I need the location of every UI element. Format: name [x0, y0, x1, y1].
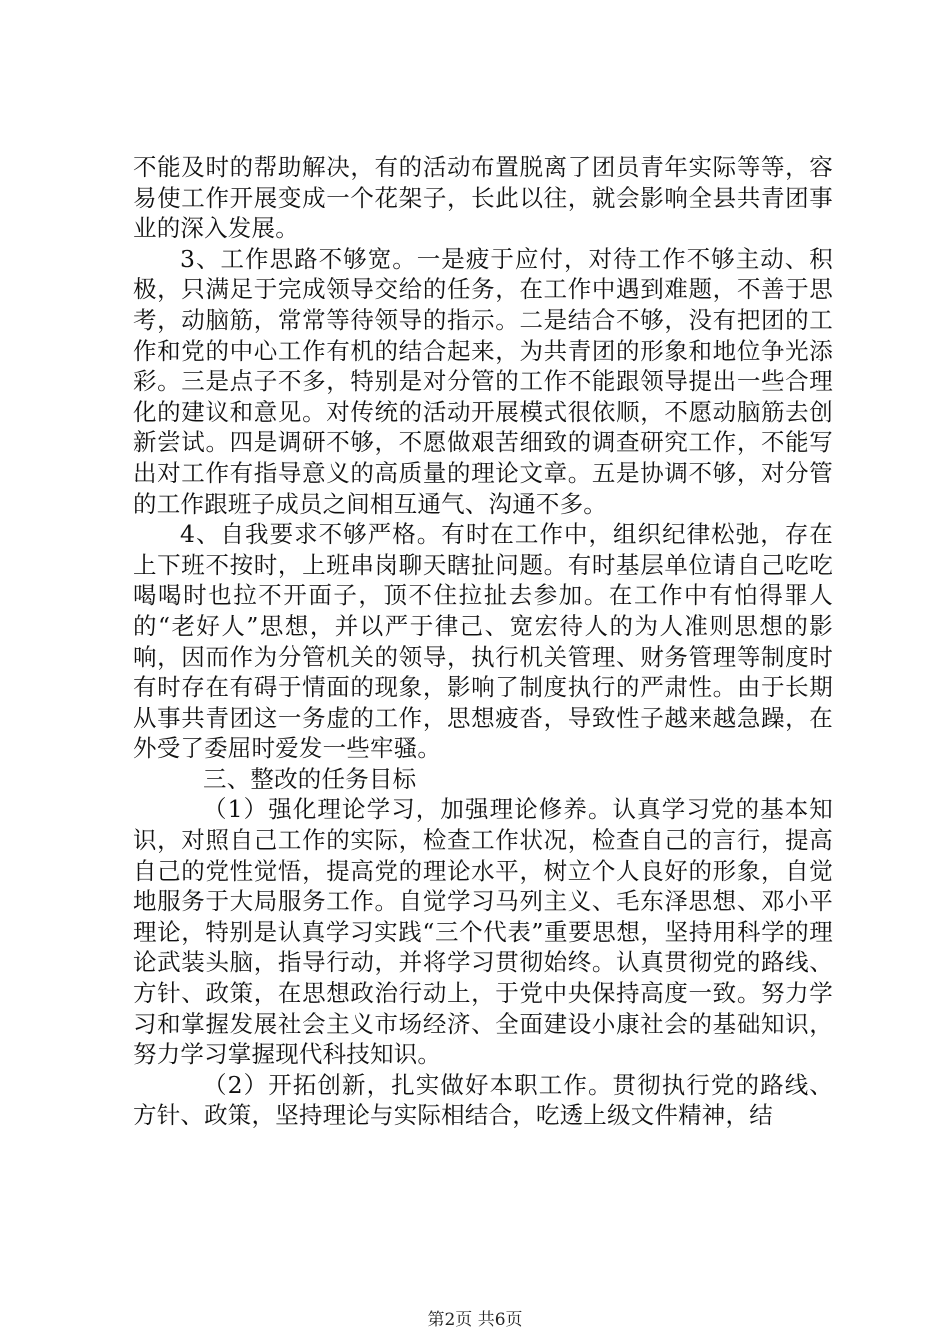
paragraph-work-approach: 3、工作思路不够宽。一是疲于应付，对待工作不够主动、积极，只满足于完成领导交给的任务，在工作中遇到难题，不善于思考，动脑筋，常常等待领导的指示。二是结合不够，没有把团的工作和党的中心工作有机的结合起来，为共青团的形象和地位争光添彩。三是点子不多，特别是对分管的工作不能跟领导提出一些合理化的建议和意见。对传统的活动开展模式很依顺，不愿动脑筋去创新尝试。四是调研不够，不愿做艰苦细致的调查研究工作，不能写出对工作有指导意义的高质量的理论文章。五是协调不够，对分管的工作跟班子成员之间相互通气、沟通不多。 [133, 244, 833, 518]
paragraph-innovation: （2）开拓创新，扎实做好本职工作。贯彻执行党的路线、方针、政策，坚持理论与实际相结合，吃透上级文件精神，结 [133, 1070, 833, 1130]
page-number-footer: 第2页 共6页 [427, 1310, 523, 1330]
paragraph-theory-study: （1）强化理论学习，加强理论修养。认真学习党的基本知识，对照自己工作的实际，检查工作状况，检查自己的言行，提高自己的党性觉悟，提高党的理论水平，树立个人良好的形象，自觉地服务于大局服务工作。自觉学习马列主义、毛东泽思想、邓小平理论，特别是认真学习实践“三个代表”重要思想，坚持用科学的理论武装头脑，指导行动，并将学习贯彻始终。认真贯彻党的路线、方针、政策，在思想政治行动上，于党中央保持高度一致。努力学习和掌握发展社会主义市场经济、全面建设小康社会的基础知识，努力学习掌握现代科技知识。 [133, 795, 833, 1069]
paragraph-continuation: 不能及时的帮助解决，有的活动布置脱离了团员青年实际等等，容易使工作开展变成一个花架子，长此以往，就会影响全县共青团事业的深入发展。 [133, 153, 833, 243]
document-body [133, 152, 833, 1131]
paragraph-self-discipline: 4、自我要求不够严格。有时在工作中，组织纪律松弛，存在上下班不按时，上班串岗聊天瞎扯问题。有时基层单位请自己吃吃喝喝时也拉不开面子，顶不住拉扯去参加。在工作中有怕得罪人的“老好人”思想，并以严于律己、宽宏待人的为人准则思想的影响，因而作为分管机关的领导，执行机关管理、财务管理等制度时有时存在有碍于情面的现象，影响了制度执行的严肃性。由于长期从事共青团这一务虚的工作，思想疲沓，导致性子越来越急躁，在外受了委屈时爱发一些牢骚。 [133, 520, 833, 763]
section-heading-rectification-goals: 三、整改的任务目标 [203, 764, 417, 793]
